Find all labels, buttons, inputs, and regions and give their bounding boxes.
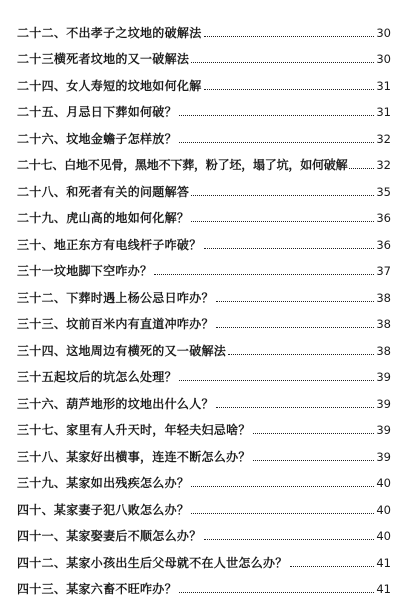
toc-entry: [17, 146, 391, 173]
toc-entry: [17, 331, 391, 358]
toc-entry-page: 39: [376, 423, 391, 437]
toc-entry-page: 41: [376, 555, 391, 570]
toc-entry: [17, 305, 391, 332]
toc-entry: [17, 252, 391, 279]
toc-leader-dots: [253, 433, 375, 434]
toc-leader-dots: [216, 327, 375, 328]
toc-entry-page: 37: [376, 264, 391, 278]
toc-leader-dots: [179, 115, 374, 116]
toc-leader-dots: [216, 301, 375, 302]
toc-entry-title: 三十四、这地周边有横死的又一破解法: [17, 343, 227, 358]
toc-entry: [17, 13, 391, 40]
toc-entry-title: 三十一坟地脚下空咋办？: [17, 264, 153, 278]
toc-entry: [17, 517, 391, 544]
toc-entry-title: 三十八、某家好出横事，连连不断怎么办？: [17, 449, 251, 464]
toc-leader-dots: [179, 592, 374, 593]
toc-leader-dots: [349, 168, 374, 169]
toc-entry-page: 35: [376, 184, 391, 199]
toc-leader-dots: [204, 36, 375, 37]
toc-entry: [17, 66, 391, 93]
toc-entry-title: 二十九、虎山高的地如何化解？: [17, 211, 190, 225]
toc-entry-title: 二十六、坟地金蟾子怎样放？: [17, 131, 177, 146]
toc-entry-title: 三十三、坟前百米内有直道冲咋办？: [17, 317, 214, 331]
toc-leader-dots: [154, 274, 374, 275]
toc-entry-page: 39: [376, 449, 391, 464]
toc-entry: [17, 119, 391, 146]
toc-leader-dots: [179, 380, 374, 381]
toc-entry-page: 36: [376, 211, 391, 225]
toc-entry-title: 三十七、家里有人升天时，年轻夫妇忌啥？: [17, 423, 251, 437]
toc-entry-page: 30: [376, 25, 391, 40]
toc-leader-dots: [179, 142, 374, 143]
toc-entry-page: 39: [376, 370, 391, 384]
toc-leader-dots: [191, 486, 374, 487]
toc-leader-dots: [191, 195, 374, 196]
toc-entry: [17, 543, 391, 570]
toc-entry-title: 二十五、月忌日下葬如何破？: [17, 105, 177, 119]
toc-leader-dots: [204, 248, 375, 249]
toc-entry: [17, 490, 391, 517]
toc-entry-title: 二十七、白地不见骨，黑地不下葬，粉了坯，塌了坑，如何破解: [17, 158, 348, 172]
toc-entry: [17, 199, 391, 226]
toc-entry-title: 三十九、某家如出残疾怎么办？: [17, 476, 190, 490]
toc-leader-dots: [216, 407, 375, 408]
toc-entry: [17, 437, 391, 464]
toc-entry-title: 二十二、不出孝子之坟地的破解法: [17, 25, 202, 40]
toc-entry-page: 38: [376, 317, 391, 331]
toc-entry-page: 36: [376, 237, 391, 252]
toc-entry: [17, 464, 391, 491]
toc-entry-page: 31: [376, 105, 391, 119]
toc-entry-title: 三十、地正东方有电线杆子咋破？: [17, 237, 202, 252]
toc-entry-page: 40: [376, 529, 391, 543]
toc-entry-title: 四十一、某家娶妻后不顺怎么办？: [17, 529, 202, 543]
toc-entry-title: 三十六、葫芦地形的坟地出什么人？: [17, 396, 214, 411]
toc-entry-title: 二十八、和死者有关的问题解答: [17, 184, 190, 199]
table-of-contents: [17, 13, 391, 596]
toc-leader-dots: [204, 539, 375, 540]
toc-entry: [17, 93, 391, 120]
toc-entry-page: 30: [376, 52, 391, 66]
toc-leader-dots: [191, 62, 374, 63]
toc-entry: [17, 570, 391, 597]
toc-entry-title: 二十三横死者坟地的又一破解法: [17, 52, 190, 66]
toc-entry: [17, 278, 391, 305]
toc-leader-dots: [228, 354, 374, 355]
toc-entry-page: 41: [376, 582, 391, 596]
toc-leader-dots: [290, 566, 375, 567]
toc-entry-title: 四十三、某家六畜不旺咋办？: [17, 582, 177, 596]
toc-leader-dots: [253, 460, 375, 461]
toc-entry-title: 三十二、下葬时遇上杨公忌日咋办？: [17, 290, 214, 305]
toc-entry-page: 38: [376, 343, 391, 358]
toc-entry-title: 四十、某家妻子犯八败怎么办？: [17, 502, 190, 517]
toc-entry-title: 二十四、女人寿短的坟地如何化解: [17, 78, 202, 93]
toc-entry-page: 32: [376, 158, 391, 172]
toc-entry-page: 39: [376, 396, 391, 411]
toc-entry-page: 31: [376, 78, 391, 93]
toc-entry: [17, 40, 391, 67]
toc-entry-title: 三十五起坟后的坑怎么处理？: [17, 370, 177, 384]
toc-entry: [17, 172, 391, 199]
toc-entry: [17, 411, 391, 438]
toc-entry-page: 38: [376, 290, 391, 305]
toc-entry: [17, 358, 391, 385]
toc-entry: [17, 384, 391, 411]
toc-entry: [17, 225, 391, 252]
toc-entry-title: 四十二、某家小孩出生后父母就不在人世怎么办？: [17, 555, 288, 570]
toc-leader-dots: [191, 513, 374, 514]
toc-entry-page: 32: [376, 131, 391, 146]
toc-leader-dots: [204, 89, 375, 90]
toc-entry-page: 40: [376, 476, 391, 490]
toc-entry-page: 40: [376, 502, 391, 517]
toc-leader-dots: [191, 221, 374, 222]
